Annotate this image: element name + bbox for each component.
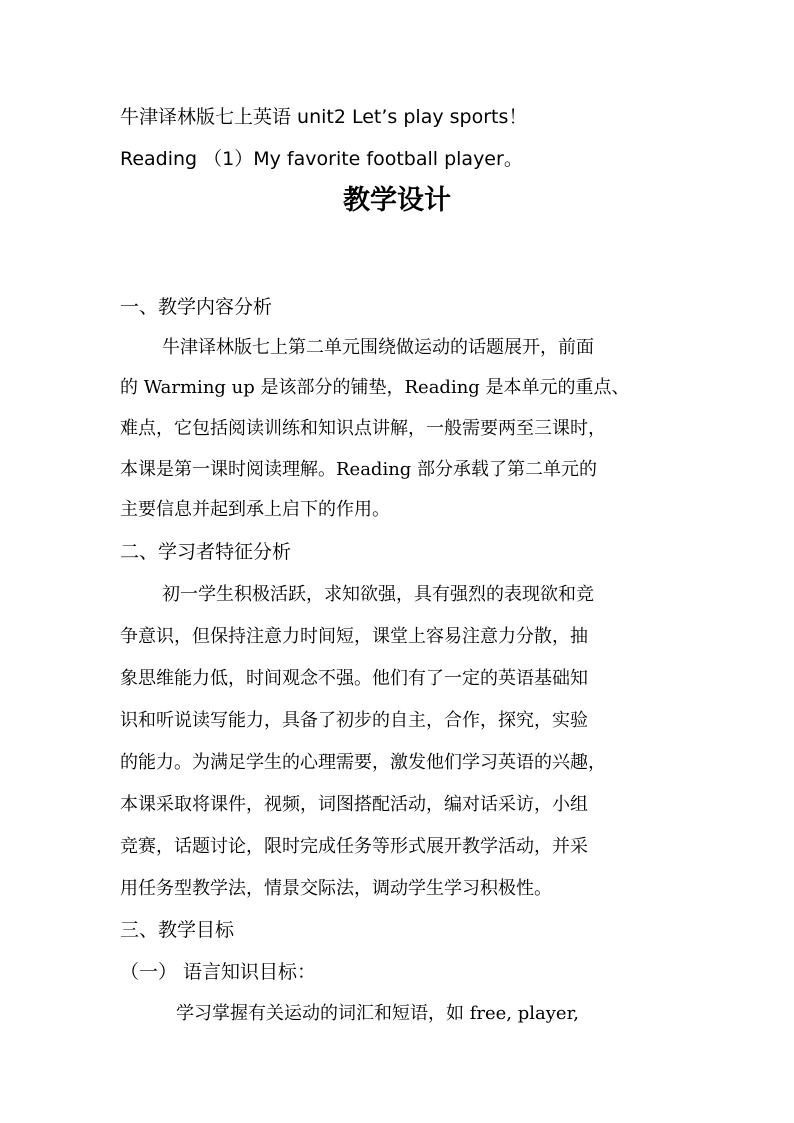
document-header-line-1: 牛津译林版七上英语 unit2 Let’s play sports！ [120,106,528,128]
paragraph-line: 象思维能力低，时间观念不强。他们有了一定的英语基础知 [120,668,588,689]
paragraph-line: 识和听说读写能力，具备了初步的自主，合作，探究，实验 [120,710,588,731]
paragraph-line: 本课是第一课时阅读理解。Reading 部分承载了第二单元的 [120,459,598,480]
paragraph-line: 竞赛，话题讨论，限时完成任务等形式展开教学活动，并采 [120,836,588,857]
paragraph-line: 难点，它包括阅读训练和知识点讲解，一般需要两至三课时， [120,418,606,439]
paragraph-line: 主要信息并起到承上启下的作用。 [120,499,390,520]
section-heading-learner-analysis: 二、学习者特征分析 [120,541,292,563]
section-heading-teaching-goals: 三、教学目标 [120,919,235,941]
paragraph-line: 用任务型教学法，情景交际法，调动学生学习积极性。 [120,878,552,899]
paragraph-line: 的能力。为满足学生的心理需要，激发他们学习英语的兴趣， [120,752,606,773]
section-heading-content-analysis: 一、教学内容分析 [120,296,273,318]
paragraph-line: 的 Warming up 是该部分的铺垫，Reading 是本单元的重点、 [120,377,630,398]
page-title: 教学设计 [343,185,451,216]
paragraph-line: 牛津译林版七上第二单元围绕做运动的话题展开，前面 [162,337,594,358]
paragraph-line: 争意识，但保持注意力时间短，课堂上容易注意力分散，抽 [120,626,588,647]
paragraph-line: 本课采取将课件，视频，词图搭配活动，编对话采访，小组 [120,794,588,815]
paragraph-line: 学习掌握有关运动的词汇和短语，如 free, player, [176,1003,579,1024]
subsection-heading-language-knowledge: （一） 语言知识目标： [120,961,317,983]
document-header-line-2: Reading （1）My favorite football player。 [120,148,523,170]
paragraph-line: 初一学生积极活跃，求知欲强，具有强烈的表现欲和竞 [162,584,594,605]
